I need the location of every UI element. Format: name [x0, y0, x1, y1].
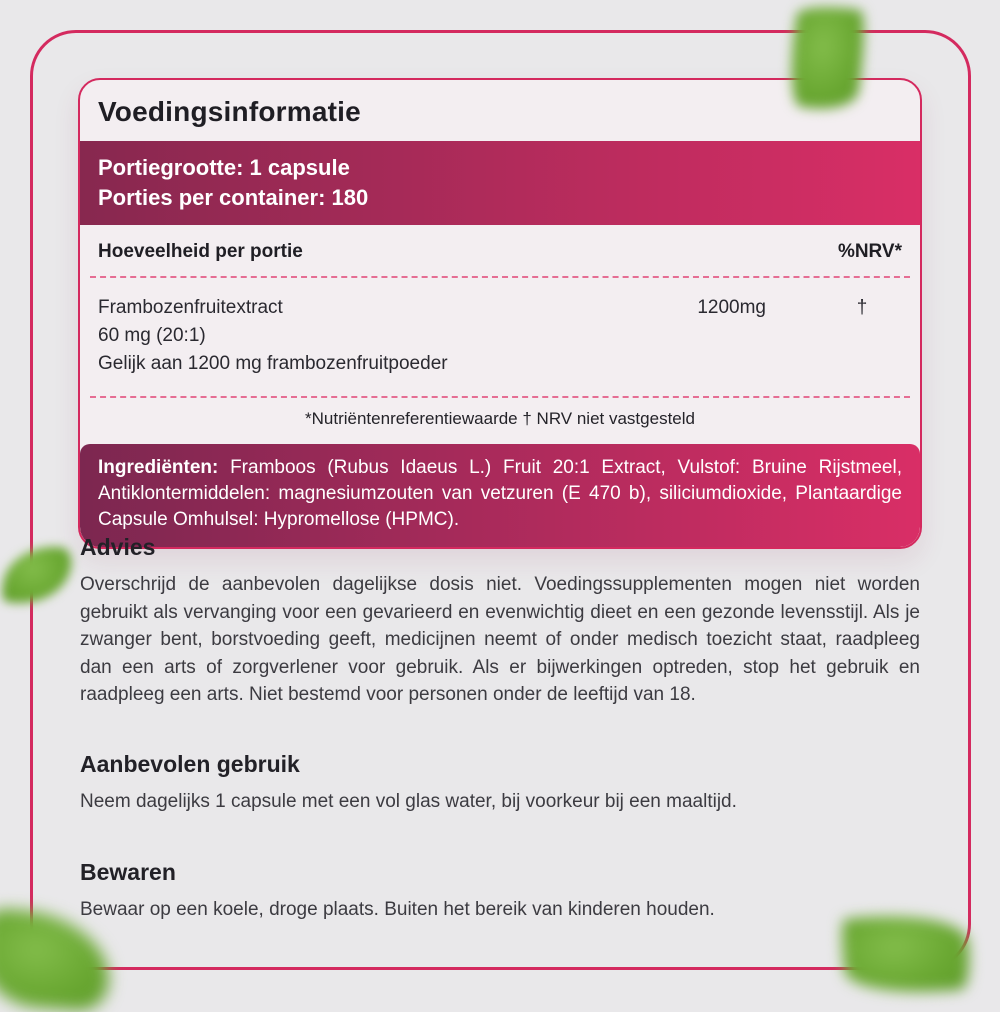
- column-header-nrv: %NRV*: [837, 241, 902, 262]
- section-heading-advies: Advies: [80, 534, 156, 560]
- nutrition-panel: [78, 78, 922, 549]
- ingredients-label: Ingrediënten:: [98, 457, 219, 478]
- section-body-advies: Overschrijd de aanbevolen dagelijkse dosis niet. Voedingssupplementen mogen niet worden gebruikt als vervanging voor een gevarieerd en evenwichtig dieet en een gezonde levensstijl. Als je zwanger bent, borstvoeding geeft, medicijnen neemt of onder medisch toezicht staat, raadpleeg dan een arts of zorgverlener voor gebruik. Als er bijwerkingen optreden, stop het gebruik en raadpleeg een arts. Niet bestemd voor personen onder de leeftijd van 18.: [80, 574, 920, 705]
- ingredients-text: Framboos (Rubus Idaeus L.) Fruit 20:1 Extract, Vulstof: Bruine Rijstmeel, Antiklontermiddelen: magnesiumzouten van vetzuren (E 470 b), siliciumdioxide, Plantaardige Capsule Omhulsel: Hypromellose (HPMC).: [98, 457, 902, 530]
- panel-title: Voedingsinformatie: [98, 96, 361, 127]
- column-header-amount-per-serving: Hoeveelheid per portie: [98, 241, 303, 262]
- section-heading-aanbevolen-gebruik: Aanbevolen gebruik: [80, 750, 300, 777]
- section-heading-bewaren: Bewaren: [80, 859, 176, 885]
- nutrient-detail-2: Gelijk aan 1200 mg frambozenfruitpoeder: [98, 353, 448, 374]
- nutrient-nrv-dagger: †: [856, 297, 868, 318]
- nrv-footnote: *Nutriëntenreferentiewaarde † NRV niet vastgesteld: [305, 409, 695, 428]
- serving-size-line: Portiegrootte: 1 capsule: [98, 155, 350, 180]
- table-row: [80, 278, 920, 396]
- nutrient-name-cell: [98, 294, 616, 378]
- info-sections: [80, 534, 920, 924]
- nutrient-amount: 1200mg: [697, 297, 766, 318]
- ingredients-block: [80, 444, 920, 547]
- table-header-row: [80, 225, 920, 276]
- nutrition-table: [80, 225, 920, 444]
- nutrient-name: Frambozenfruitextract: [98, 297, 283, 318]
- servings-per-container-line: Porties per container: 180: [98, 185, 369, 210]
- serving-banner: [80, 141, 920, 225]
- section-body-aanbevolen-gebruik: Neem dagelijks 1 capsule met een vol glas water, bij voorkeur bij een maaltijd.: [80, 790, 737, 812]
- section-body-bewaren: Bewaar op een koele, droge plaats. Buiten het bereik van kinderen houden.: [80, 899, 715, 920]
- nutrient-detail-1: 60 mg (20:1): [98, 325, 206, 346]
